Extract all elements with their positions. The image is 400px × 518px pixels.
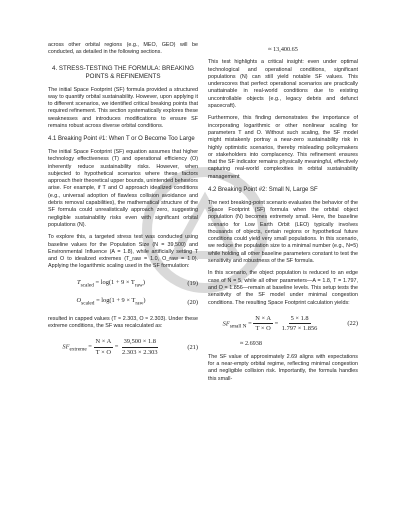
equation-20-number: (20) — [187, 298, 198, 306]
eq22-lhs: SF — [222, 320, 230, 328]
section4-1-paragraph-3: resulted in capped values (T ≈ 2.303, O ≈ 2.303). Under these extreme conditions, the SF was recalculated as: — [48, 315, 198, 330]
equation-21-number: (21) — [187, 343, 198, 351]
eq22-fraction-numeric — [280, 315, 320, 333]
section4-2-paragraph-1: The next breaking-point scenario evaluates the behavior of the Space Footprint (SF) formula when the orbital object population (N) becomes extremely small. Here, the baseline scenario for Low Earth Orbit (LEO) typically involves thousands of objects, certain regions or hypothetical future conditions could yield very small populations. In this scenario, we reduce the population size to a minimal number (e.g., N=5) while holding all other baseline parameters constant to test the sensitivity and robustness of the SF formula. — [208, 199, 358, 265]
section4-2-paragraph-3: The SF value of approximately 2.69 aligns with expectations for a near-empty orbital regime, reflecting minimal congestion and negligible collision risk. Importantly, the formula handles this small- — [208, 353, 358, 382]
equation-19: $T_{scaled} = \log(1 + 9 \times T_{raw})$ (19) — [77, 278, 198, 288]
eq21-frac1-denominator: T × O — [95, 348, 111, 356]
eq21-frac2-numerator: 39,500 × 1.8 — [122, 338, 158, 347]
eq20-rhs: = log(1 + 9 × T — [96, 297, 136, 305]
eq21-fraction-symbolic — [94, 338, 114, 356]
left-column — [48, 42, 198, 364]
section4-paragraph-1: The initial Space Footprint (SF) formula provided a structured way to quantify orbital sustainability. However, upon applying it to different scenarios, we identified critical breaking points that required refinement. This section systematically explores these weaknesses and introduces modifications to ensure SF remains robust across diverse orbital conditions. — [48, 86, 199, 130]
eq21-lhs: SF — [62, 343, 70, 351]
section4-1-paragraph-1: The initial Space Footprint (SF) equation assumes that higher technology effectiveness (T) and operational efficiency (O) inherently reduce sustainability risks. However, when subjected to hypothetical scenarios where these factors approach their theoretical upper bounds, unintended behaviors arise. For example, if T and O approach idealized conditions (e.g., universal adoption of flawless collision avoidance and debris removal capabilities), the mathematical structure of the SF formula could unrealistically approach zero, suggesting negligible sustainability risks even with significant orbital populations (N). — [48, 148, 198, 228]
right-column — [208, 46, 358, 388]
eq20-lhs: O — [76, 297, 82, 305]
subsection-heading-4-2: 4.2 Breaking Point #2: Small N, Large SF — [208, 187, 318, 194]
eq20-rhs-sub: raw — [135, 300, 144, 307]
eq22-result: ≈ 2.6938 — [240, 340, 262, 348]
eq19-lhs: T — [77, 278, 81, 286]
subsection-heading-4-1: 4.1 Breaking Point #1: When T or O Become Too Large — [48, 136, 195, 143]
section4-2-paragraph-2: In this scenario, the object population is reduced to an edge case of N = 5, while all other parameters—A = 1.8, T = 1.797, and O = 1.856—remain at baseline levels. This setup tests the sensitivity of the SF model under minimal congestion conditions. The resulting Space Footprint calculation yields: — [208, 270, 358, 306]
equation-19-number: (19) — [187, 280, 198, 288]
eq21-frac1-numerator: N × A — [94, 338, 114, 347]
section4-1-paragraph-2: To explore this, a targeted stress test was conducted using baseline values for the Population Size (N = 39,500) and Environmental Influence (A = 1.8), while artificially setting T and O to idealized extremes (T_raw = 1.0, O_raw = 1.0). Applying the logarithmic scaling used in the SF formulation: — [48, 234, 198, 270]
section-heading: 4. STRESS-TESTING THE FORMULA: BREAKING POINTS & REFINEMENTS — [52, 64, 194, 80]
eq19-rhs: = log(1 + 9 × T — [95, 278, 135, 286]
eq22-frac1-numerator: N × A — [253, 315, 273, 324]
eq22-lhs-sub: small N — [229, 323, 247, 330]
section4-1-paragraph-4: This test highlights a critical insight: even under optimal technological and operational conditions, significant populations (N) can still yield notable SF values. This underscores that perfect operational scenarios are practically unattainable in real-world conditions due to existing uncontrollable objects (e.g., legacy debris and defunct spacecraft). — [208, 59, 358, 110]
equation-21: $SF_{extreme}$ = $\frac{N \times A}{T \times O}$ = $\frac{39,500 \times 1.8}{2.303 \times 2.303}$ (21) — [62, 338, 198, 356]
eq21-lhs-sub: extreme — [69, 347, 87, 354]
equation-22-number: (22) — [347, 319, 358, 327]
section4-1-paragraph-5: Furthermore, this finding demonstrates the importance of incorporating logarithmic or other nonlinear scaling for parameters T and O. Without such scaling, the SF model might mistakenly portray a near-zero sustainability risk in highly optimistic scenarios, thereby misleading policymakers or stakeholders into complacency. This refinement ensures that the SF indicator remains physically meaningful, effectively capturing real-world complexities in orbital sustainability management — [208, 115, 358, 180]
eq21-frac2-denominator: 2.303 × 2.303 — [122, 348, 158, 356]
eq22-frac2-numerator: 5 × 1.8 — [289, 315, 311, 324]
eq20-lhs-sub: scaled — [81, 300, 95, 307]
eq22-frac2-denominator: 1.797 × 1.856 — [281, 325, 318, 333]
intro-tail-paragraph: across other orbital regions (e.g., MEO, GEO) will be conducted, as detailed in the following sections. — [48, 42, 198, 56]
equation-20: $O_{scaled} = \log(1 + 9 \times T_{raw})$ (20) — [76, 297, 198, 307]
eq19-lhs-sub: scaled — [80, 282, 94, 288]
eq21-fraction-numeric — [120, 338, 160, 356]
eq19-rhs-sub: raw — [134, 282, 143, 288]
eq22-frac1-denominator: T × O — [255, 325, 271, 333]
equation-22: $SF_{small N}$ = $\frac{N \times A}{T \times O}$ = $\frac{5 \times 1.8}{1.797 \times 1.856}$ (22) — [222, 314, 358, 333]
eq22-fraction-symbolic — [253, 315, 273, 333]
eq21-result: ≈ 13,400.65 — [268, 46, 298, 53]
